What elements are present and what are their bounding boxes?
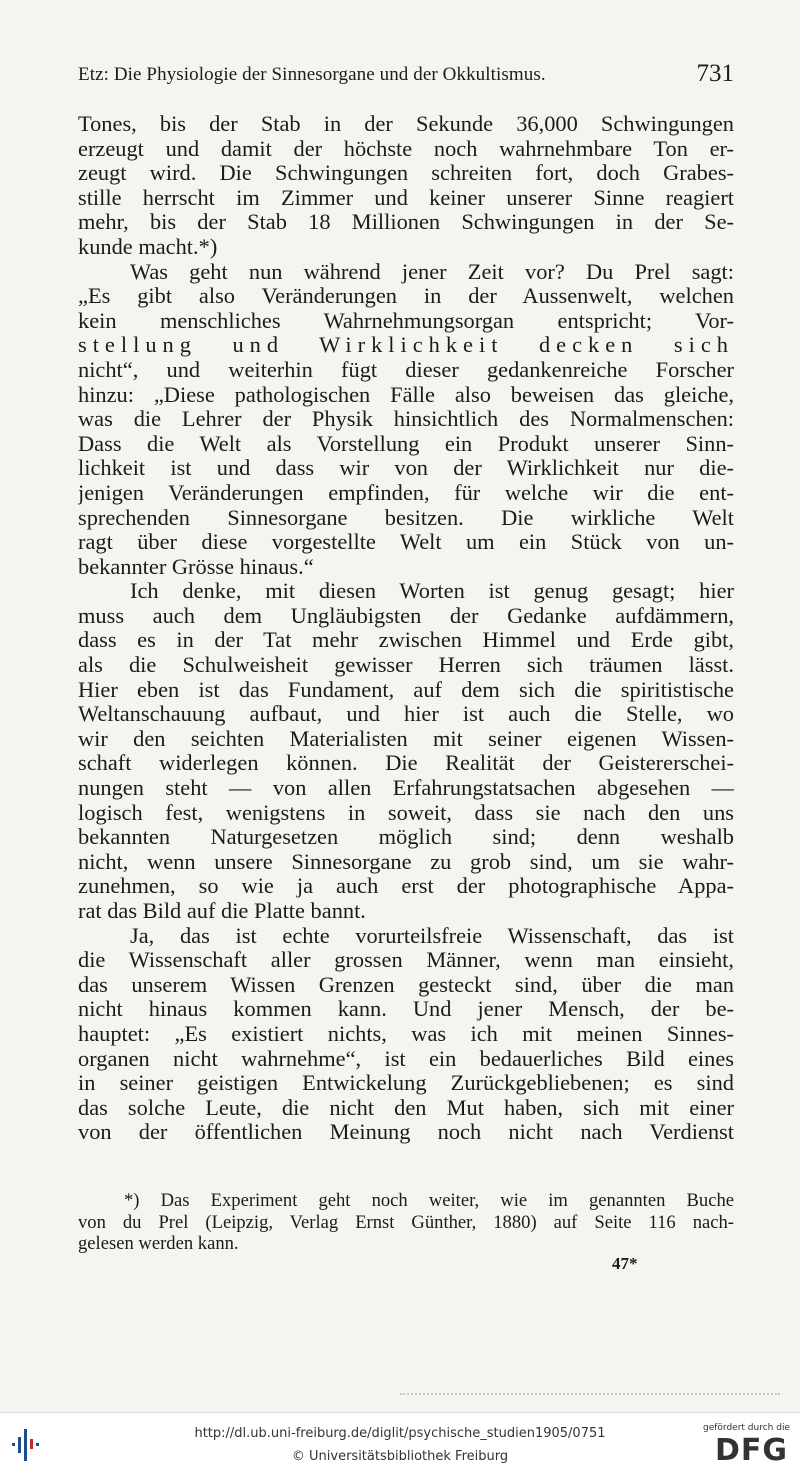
text-line: Ja, das ist echte vorurteilsfreie Wissenschaft, das ist [130, 923, 734, 948]
text-line: hauptet: „Es existiert nichts, was ich mit meinen Sinnes- [78, 1021, 734, 1046]
text-line: ragt über diese vorgestellte Welt um ein Stück von un- [78, 530, 734, 555]
text-line: schaft widerlegen können. Die Realität der Geistererschei- [78, 751, 734, 776]
text-line: zunehmen, so wie ja auch erst der photographische Appa- [78, 874, 734, 899]
header-title: Etz: Die Physiologie der Sinnesorgane und der Okkultismus. [78, 64, 546, 85]
text-line: die Wissenschaft aller grossen Männer, wenn man einsieht, [78, 948, 734, 973]
running-header [78, 60, 734, 90]
text-line: logisch fest, wenigstens in soweit, dass sie nach den uns [78, 800, 734, 825]
body-text [78, 112, 734, 1145]
text-line: von der öffentlichen Meinung noch nicht nach Verdienst [78, 1120, 734, 1145]
text-line: Dass die Welt als Vorstellung ein Produkt unserer Sinn- [78, 431, 734, 456]
signature-mark: 47* [612, 1254, 638, 1273]
text-line: bekannter Grösse hinaus.“ [78, 554, 314, 579]
page-edge-specks [400, 1393, 780, 1399]
text-line: kunde macht.*) [78, 234, 218, 259]
dfg-funding-note: gefördert durch die [703, 1423, 790, 1433]
permalink-url[interactable]: http://dl.ub.uni-freiburg.de/diglit/psychische_studien1905/0751 [194, 1426, 606, 1441]
text-line: als die Schulweisheit gewisser Herren sich träumen lässt. [78, 653, 734, 678]
text-line: Was geht nun während jener Zeit vor? Du Prel sagt: [130, 259, 734, 284]
text-line: nicht, wenn unsere Sinnesorgane zu grob sind, um sie wahr- [78, 849, 734, 874]
text-line: lichkeit ist und dass wir von der Wirklichkeit nur die- [78, 456, 734, 481]
text-line: das solche Leute, die nicht den Mut haben, sich mit einer [78, 1095, 734, 1120]
footnote-line: von du Prel (Leipzig, Verlag Ernst Günther, 1880) auf Seite 116 nach- [78, 1211, 734, 1233]
page-number: 731 [696, 60, 734, 87]
footnote [78, 1190, 734, 1255]
copyright-notice: © Universitätsbibliothek Freiburg [291, 1449, 509, 1464]
text-line: rat das Bild auf die Platte bannt. [78, 899, 366, 923]
text-line: kein menschliches Wahrnehmungsorgan entspricht; Vor- [78, 308, 734, 333]
text-line: nungen steht — von allen Erfahrungstatsachen abgesehen — [78, 776, 734, 801]
dfg-logo: DFG [714, 1433, 788, 1468]
text-line: „Es gibt also Veränderungen in der Aussenwelt, welchen [78, 284, 734, 309]
text-line: Ich denke, mit diesen Worten ist genug gesagt; hier [130, 579, 734, 604]
text-line: jenigen Veränderungen empfinden, für welche wir die ent- [78, 480, 734, 505]
text-line: mehr, bis der Stab 18 Millionen Schwingungen in der Se- [78, 210, 734, 235]
text-line: was die Lehrer der Physik hinsichtlich des Normalmenschen: [78, 407, 734, 432]
text-line: stille herrscht im Zimmer und keiner unserer Sinne reagiert [78, 185, 734, 210]
footnote-line: gelesen werden kann. [78, 1233, 239, 1255]
viewer-footer [0, 1412, 800, 1473]
text-line: zeugt wird. Die Schwingungen schreiten fort, doch Grabes- [78, 161, 734, 186]
text-line: Weltanschauung aufbaut, und hier ist auch die Stelle, wo [78, 702, 734, 727]
text-line: in seiner geistigen Entwickelung Zurückgebliebenen; es sind [78, 1071, 734, 1096]
footnote-line: *) Das Experiment geht noch weiter, wie im genannten Buche [124, 1190, 734, 1211]
text-line: stellung und Wirklichkeit decken sich [78, 333, 734, 358]
text-line: wir den seichten Materialisten mit seiner eigenen Wissen- [78, 726, 734, 751]
text-line: Tones, bis der Stab in der Sekunde 36,000 Schwingungen [78, 112, 734, 136]
text-line: sprechenden Sinnesorgane besitzen. Die wirkliche Welt [78, 505, 734, 530]
text-line: bekannten Naturgesetzen möglich sind; denn weshalb [78, 825, 734, 850]
text-line: nicht“, und weiterhin fügt dieser gedankenreiche Forscher [78, 357, 734, 382]
text-line: erzeugt und damit der höchste noch wahrnehmbare Ton er- [78, 136, 734, 161]
text-line: organen nicht wahrnehme“, ist ein bedauerliches Bild eines [78, 1046, 734, 1071]
text-line: das unserem Wissen Grenzen gesteckt sind, über die man [78, 972, 734, 997]
text-line: muss auch dem Ungläubigsten der Gedanke aufdämmern, [78, 603, 734, 628]
text-line: Hier eben ist das Fundament, auf dem sich die spiritistische [78, 677, 734, 702]
text-line: dass es in der Tat mehr zwischen Himmel und Erde gibt, [78, 628, 734, 653]
text-line: hinzu: „Diese pathologischen Fälle also beweisen das gleiche, [78, 382, 734, 407]
text-line: nicht hinaus kommen kann. Und jener Mensch, der be- [78, 997, 734, 1022]
